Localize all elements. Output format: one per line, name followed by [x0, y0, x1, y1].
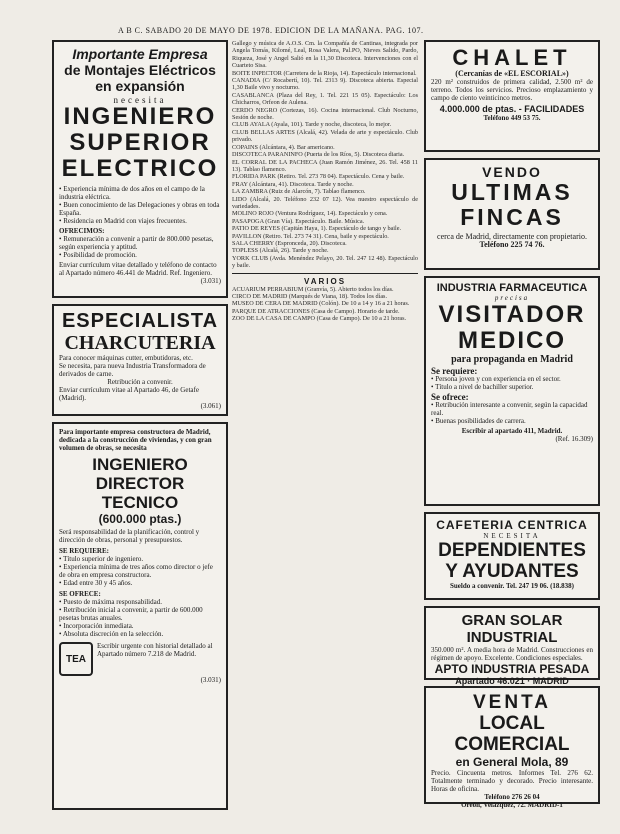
listing-item: CASABLANCA (Plaza del Rey, 1. Tel. 221 15 05). Espectáculo: Los Chicharros, Orfeon de Aulena.: [232, 91, 418, 107]
ad-montajes-line1: Importante Empresa: [72, 46, 208, 62]
ad-solar-body: 350.000 m². A media hora de Madrid. Construcciones en régimen de apoyo. Excelente. Condiciones especiales.: [431, 646, 593, 662]
ad-local-title1: VENTA: [473, 692, 551, 713]
ad-chalet: [424, 40, 600, 152]
listing-item: FLORIDA PARK (Retiro. Tel. 273 78 04). Espectáculo. Cena y baile.: [232, 173, 405, 181]
ad-visitador-cta: Escribir al apartado 411, Madrid.: [461, 427, 563, 435]
ad-visitador-o1: • Retribución interesante a convenir, según la capacidad real.: [431, 401, 588, 417]
ad-montajes-code: (3.031): [200, 277, 221, 285]
right-column: [424, 40, 600, 810]
ad-visitador-title3: MEDICO: [458, 327, 566, 354]
ad-local-addr: Oreón, Velázquez, 72. MADRID-1: [461, 801, 563, 809]
listing-item: EL CORRAL DE LA PACHECA (Juan Ramón Jiménez, 26. Tel. 458 11 13). Tablao flamenco.: [232, 158, 418, 173]
ad-chalet-tel: Teléfono 449 53 75.: [483, 114, 541, 122]
ad-fincas-title2: ULTIMAS: [451, 179, 573, 205]
ad-local-title3: en General Mola, 89: [455, 755, 569, 769]
ad-montajes-of2: • Posibilidad de promoción.: [59, 251, 137, 259]
listing-item: TOPLESS (Alcalá, 26). Tarde y noche.: [232, 247, 329, 255]
ad-fincas-title3: FINCAS: [460, 204, 564, 230]
listing-item: FRAY (Alcántara, 41). Discoteca. Tarde y noche.: [232, 180, 354, 188]
listing-item: BOITE INPECTOR (Carretera de la Rioja, 14). Espectáculo internacional.: [232, 69, 417, 77]
ad-cafeteria-title2: DEPENDIENTES: [438, 540, 586, 561]
tea-logo-text: TEA: [66, 653, 86, 665]
ad-montajes-line3: en expansión: [95, 78, 185, 94]
ad-montajes-ofrecimos: OFRECIMOS:: [59, 227, 105, 235]
listing-item: CLUB BELLAS ARTES (Alcalá, 42). Velada de arte y espectáculo. Club privado.: [232, 128, 418, 144]
listing-item: CERDO NEGRO (Cortezas, 16). Cocina internacional. Club Nocturno, Sesión de noche.: [232, 106, 418, 122]
listing-item: CIRCO DE MADRID (Marqués de Viana, 18). Todos los días.: [232, 293, 388, 300]
ad-montajes-title3: ELECTRICO: [61, 155, 219, 182]
ad-montajes-req3: • Residencia en Madrid con viajes frecuentes.: [59, 217, 187, 225]
ad-cafeteria: [424, 512, 600, 600]
listings-intro: Gallego y música de A.O.S. Cm. la Compañía de Cantinas, integrada por Angela Tomás, Kilomé, Leal, Rosa Valera, Pal.PO, Nieves Salido, Pardo, Riqueza, José y Angel Salió en la 11,30 Discoteca. Intervenciones con el Cuarteto Sisa.: [232, 40, 418, 70]
ad-montajes-req2: • Buen conocimiento de las Delegaciones y obras en toda España.: [59, 201, 220, 217]
divider: [232, 273, 418, 274]
ad-local-body: Precio. Cincuenta metros. Informes Tel. 276 62. Totalmente terminado y decorado. Precio interesante. Horas de oficina.: [431, 769, 593, 793]
listing-item: MOLINO ROJO (Ventura Rodríguez, 14). Espectáculo y cena.: [232, 210, 388, 218]
ad-solar-title2: APTO INDUSTRIA PESADA: [434, 662, 590, 676]
listing-item: MUSEO DE CERA DE MADRID (Colón). De 10 a 14 y 16 a 21 horas.: [232, 300, 410, 308]
ad-cafeteria-title1: CAFETERIA CENTRICA: [436, 518, 588, 532]
ad-fincas-title1: VENDO: [482, 164, 542, 180]
ad-director-cta: Escribir urgente con historial detallado al Apartado número 7.218 de Madrid.: [97, 642, 213, 658]
middle-column: [232, 40, 418, 323]
ad-local-tel: Teléfono 276 26 04: [484, 793, 540, 801]
listing-item: CANADIA (C/ Rocabertí, 10). Tel. 2313 9). Discoteca abierta. Especial 1,30 Baile vivo y nocturno.: [232, 77, 418, 92]
ad-director-r2: • Experiencia mínima de tres años como director o jefe de obra en empresa constructora.: [59, 563, 213, 579]
listing-item: LA ZAMBRA (Ruiz de Alarcón, 7). Tablao flamenco.: [232, 188, 366, 196]
listing-item: CLUB AYALA (Ayala, 101). Tarde y noche, discoteca, lo mejor.: [232, 121, 392, 129]
ad-montajes-title1: INGENIERO: [63, 103, 217, 130]
ad-director-code: (3.031): [200, 676, 221, 684]
ad-visitador-code: (Ref. 16.309): [555, 435, 593, 443]
ad-charcuteria-title1: ESPECIALISTA: [61, 310, 219, 332]
ad-fincas: [424, 158, 600, 270]
ad-charcuteria-body1: Para conocer máquinas cutter, embutidoras, etc.: [59, 354, 193, 362]
ad-visitador-r1: • Persona joven y con experiencia en el sector.: [431, 375, 561, 383]
ad-montajes-electricos: [52, 40, 228, 298]
ad-director-desc: Será responsabilidad de la planificación, control y dirección de obras, personal y presupuestos.: [59, 528, 200, 544]
ad-cafeteria-body: Sueldo a convenir. Tel. 247 19 06. (18.838): [449, 582, 574, 590]
ad-charcuteria-code: (3.061): [200, 402, 221, 410]
ad-visitador-r2: • Título a nivel de bachiller superior.: [431, 383, 534, 391]
ad-director-o2: • Retribución inicial a convenir, a partir de 600.000 pesetas brutas anuales.: [59, 606, 203, 622]
listing-item: PARQUE DE ATRACCIONES (Casa de Campo). Horario de tarde.: [232, 307, 400, 315]
ad-visitador-title1: INDUSTRIA FARMACEUTICA: [436, 282, 588, 294]
ad-montajes-of1: • Remuneración a convenir a partir de 800.000 pesetas, según experiencia y aptitud.: [59, 235, 214, 251]
ad-fincas-body: cerca de Madrid, directamente con propietario.: [437, 232, 587, 241]
ad-visitador-se-ofrece: Se ofrece:: [431, 392, 469, 402]
listing-item: DISCOTECA PARANINFO (Puerta de los Ríos, 5). Discoteca diaria.: [232, 151, 405, 159]
ad-local-comercial: [424, 686, 600, 809]
ad-montajes-line2: de Montajes Eléctricos: [64, 62, 216, 78]
listing-item: ACUARIUM PERRABIUM (Granvía, 5). Abierto todos los días.: [232, 285, 394, 293]
ad-cafeteria-title3: Y AYUDANTES: [445, 561, 579, 582]
ad-chalet-sub: (Cercanías de «EL ESCORIAL»): [455, 69, 569, 78]
ad-director-se-requiere: SE REQUIERE:: [59, 547, 109, 555]
ad-chalet-price: 4.000.000 de ptas. - FACILIDADES: [439, 104, 585, 114]
ad-visitador-medico: [424, 276, 600, 506]
ad-fincas-tel: Teléfono 225 74 76.: [479, 240, 545, 249]
ad-cafeteria-necesita: NECESITA: [483, 532, 541, 540]
ad-chalet-body: 220 m² construidos de primera calidad, 2.500 m² de terreno. Todos los servicios. Precioso emplazamiento y campo de ciento veinticinco metros.: [431, 78, 593, 102]
ad-visitador-o2: • Buenas posibilidades de carrera.: [431, 417, 526, 425]
page-header: A B C. SABADO 20 DE MAYO DE 1978. EDICION DE LA MAÑANA. PAG. 107.: [118, 26, 424, 35]
ad-director-r1: • Título superior de ingeniero.: [59, 555, 144, 563]
ad-visitador-title4: para propaganda en Madrid: [451, 354, 573, 365]
listing-item: PATIO DE REYES (Capitán Haya, 1). Espectáculo de tango y baile.: [232, 225, 402, 233]
ad-montajes-req1: • Experiencia mínima de dos años en el campo de la industria eléctrica.: [59, 185, 205, 201]
listing-item: PAVILLON (Retiro. Tel. 273 74 31). Cena, baile y espectáculo.: [232, 232, 389, 240]
ad-director-intro: Para importante empresa constructora de Madrid, dedicada a la construcción de viviendas, y con gran volumen de obras, se necesita: [59, 428, 212, 452]
ad-director-title2: TECNICO: [101, 493, 179, 512]
ad-chalet-title: CHALET: [452, 45, 572, 70]
listing-item: LIDO (Alcalá, 20. Teléfono 232 07 12). Vea nuestro espectáculo de variedades.: [232, 195, 418, 210]
ad-charcuteria-title2: CHARCUTERIA: [64, 332, 216, 354]
ad-visitador-precisa: precisa: [494, 294, 530, 302]
ad-charcuteria-body2: Se necesita, para nueva Industria Transformadora de derivados de carne.: [59, 362, 206, 378]
ad-charcuteria: [52, 304, 228, 416]
ad-director-se-ofrece: SE OFRECE:: [59, 590, 101, 598]
ad-director-o3: • Incorporación inmediata.: [59, 622, 134, 630]
listing-item: YORK CLUB (Avda. Menéndez Pelayo, 20. Tel. 247 12 48). Espectáculo y baile.: [232, 254, 418, 270]
ad-visitador-title2: VISITADOR: [438, 301, 586, 328]
ad-charcuteria-body3: Retribución a convenir.: [107, 378, 173, 386]
varios-heading: VARIOS: [303, 276, 347, 286]
listing-item: COPAINS (Alcántara, 4). Bar americano.: [232, 143, 335, 151]
ad-ingeniero-director: [52, 422, 228, 810]
ad-local-title2: LOCAL COMERCIAL: [454, 713, 570, 755]
tea-logo: [59, 642, 93, 676]
ad-montajes-cta: Enviar currículum vitae detallado y teléfono de contacto al Apartado número 46.441 de Madrid. Ref. Ingeniero.: [59, 261, 217, 277]
ad-charcuteria-cta: Enviar currículum vitae al Apartado 46, de Getafe (Madrid).: [59, 386, 199, 402]
ad-visitador-se-requiere: Se requiere:: [431, 366, 478, 376]
ad-director-o4: • Absoluta discreción en la selección.: [59, 630, 164, 638]
ad-director-o1: • Puesto de máxima responsabilidad.: [59, 598, 162, 606]
listing-item: PASAPOGA (Gran Vía). Espectáculo. Baile. Música.: [232, 217, 365, 225]
ad-solar-cta: Apartado 46.021 · MADRID: [455, 676, 569, 686]
left-column: [52, 40, 228, 816]
ad-director-title1: INGENIERO DIRECTOR: [92, 455, 188, 493]
ad-montajes-title2: SUPERIOR: [69, 129, 211, 156]
listing-item: ZOO DE LA CASA DE CAMPO (Casa de Campo). De 10 a 21 horas.: [232, 315, 407, 323]
ad-director-salary: (600.000 ptas.): [98, 512, 182, 526]
ad-solar-title1: GRAN SOLAR INDUSTRIAL: [461, 612, 563, 646]
ad-director-r3: • Edad entre 30 y 45 años.: [59, 579, 133, 587]
ad-montajes-necesita: necesita: [113, 95, 167, 105]
ad-gran-solar: [424, 606, 600, 686]
listing-item: SALA CHERRY (Espronceda, 20). Discoteca.: [232, 239, 347, 247]
